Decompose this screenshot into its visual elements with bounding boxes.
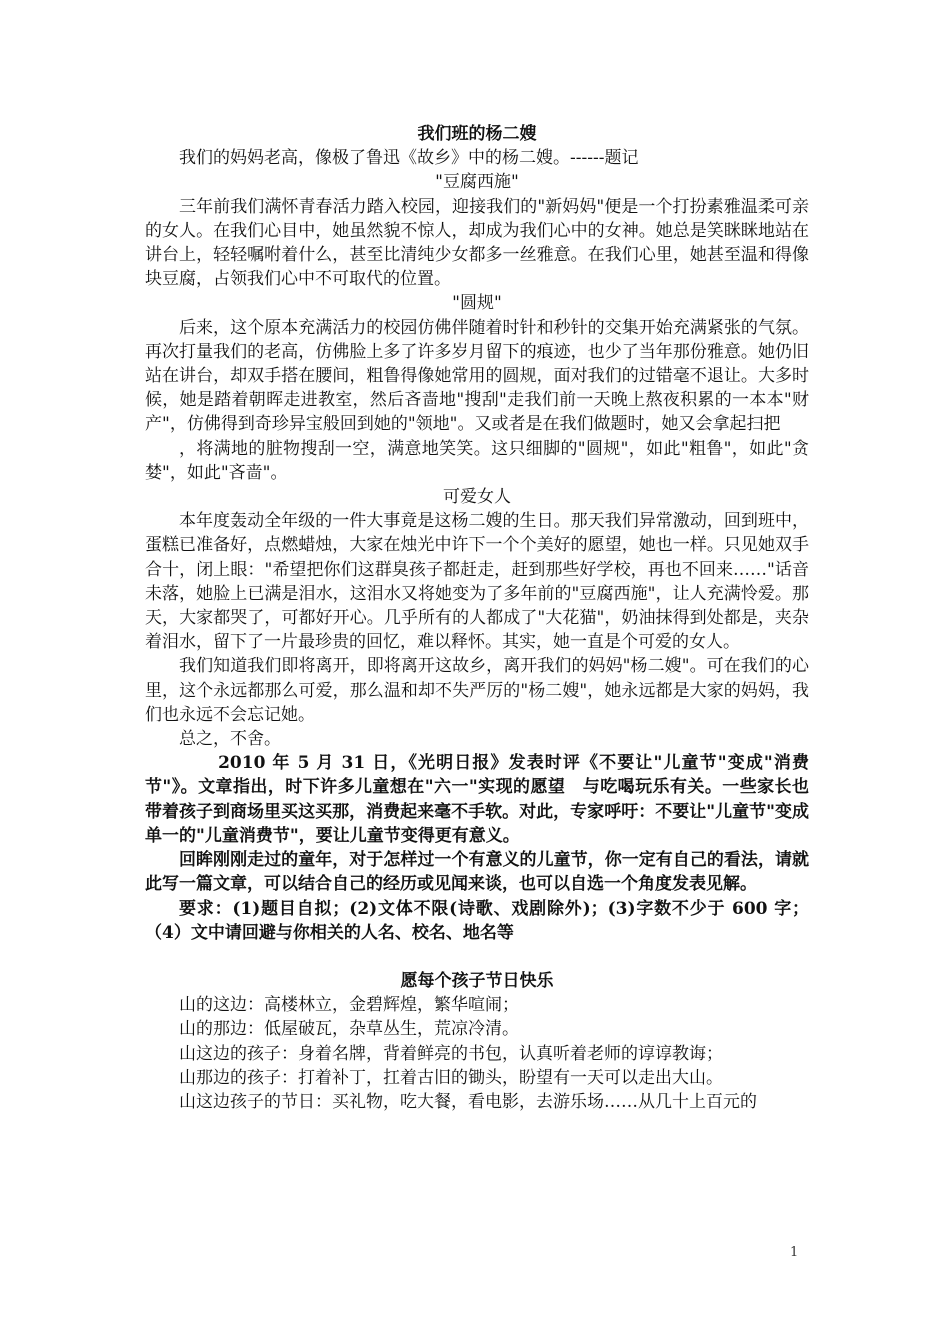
section-heading-lovely: 可爱女人 <box>443 487 511 508</box>
paragraph: ，将满地的脏物搜刮一空，满意地笑笑。这只细脚的"圆规"，如此"粗鲁"，如此"贪婪"，如此"吝啬"。 <box>145 438 809 483</box>
paragraph: 三年前我们满怀青春活力踏入校园，迎接我们的"新妈妈"便是一个打扮素雅温柔可亲的女人。在我们心目中，她虽然貌不惊人，却成为我们心中的女神。她总是笑眯眯地站在讲台上，轻轻嘱咐着什么，甚至比清纯少女都多一丝雅意。在我们心里，她甚至温和得像块豆腐，占领我们心中不可取代的位置。 <box>145 196 809 290</box>
document-body <box>145 122 809 1114</box>
blank-line <box>145 945 809 969</box>
essay2-line: 山这边的孩子：身着名牌，背着鲜亮的书包，认真听着老师的谆谆教诲； <box>179 1043 723 1064</box>
essay2-line: 山那边的孩子：打着补丁，扛着古旧的锄头，盼望有一天可以走出大山。 <box>179 1067 723 1088</box>
paragraph: 后来，这个原本充满活力的校园仿佛伴随着时针和秒针的交集开始充满紧张的气氛。再次打量我们的老高，仿佛脸上多了许多岁月留下的痕迹，也少了当年那份雅意。她仍旧站在讲台，却双手搭在腰间，粗鲁得像她常用的圆规，面对我们的过错毫不退让。大多时候，她是踏着朝晖走进教室，然后吝啬地"搜刮"走我们前一天晚上熬夜积累的一本本"财产"，仿佛得到奇珍异宝般回到她的"领地"。又或者是在我们做题时，她又会拿起扫把 <box>145 317 809 435</box>
prompt-requirements: 要求：(1)题目自拟；(2)文体不限(诗歌、戏剧除外)；(3)字数不少于 600 字；（4）文中请回避与你相关的人名、校名、地名等 <box>145 898 809 943</box>
essay2-line: 山的这边：高楼林立，金碧辉煌，繁华喧闹； <box>179 995 519 1016</box>
prompt-paragraph: 2010 年 5 月 31 日，《光明日报》发表时评《不要让"儿童节"变成"消费节"》。文章指出，时下许多儿童想在"六一"实现的愿望 与吃喝玩乐有关。一些家长也带着孩子到商场里买这买那，消费起来毫不手软。对此，专家呼吁：不要让"儿童节"变成单一的"儿童消费节"，要让儿童节变得更有意义。 <box>145 753 809 846</box>
epigraph: 我们的妈妈老高，像极了鲁迅《故乡》中的杨二嫂。------题记 <box>179 148 639 169</box>
paragraph: 本年度轰动全年级的一件大事竟是这杨二嫂的生日。那天我们异常激动，回到班中，蛋糕已准备好，点燃蜡烛，大家在烛光中许下一个个美好的愿望，她也一样。只见她双手合十，闭上眼："希望把你们这群臭孩子都赶走，赶到那些好学校，再也不回来……"话音未落，她脸上已满是泪水，这泪水又将她变为了多年前的"豆腐西施"，让人充满怜爱。那天，大家都哭了，可都好开心。几乎所有的人都成了"大花猫"，奶油抹得到处都是，夹杂着泪水，留下了一片最珍贵的回忆，难以释怀。其实，她一直是个可爱的女人。 <box>145 511 809 653</box>
essay2-line: 山的那边：低屋破瓦，杂草丛生，荒凉冷清。 <box>179 1019 519 1040</box>
paragraph: 总之，不舍。 <box>179 729 281 750</box>
section-heading-compass: "圆规" <box>452 293 502 314</box>
paragraph: 我们知道我们即将离开，即将离开这故乡，离开我们的妈妈"杨二嫂"。可在我们的心里，这个永远都那么可爱，那么温和却不失严厉的"杨二嫂"，她永远都是大家的妈妈，我们也永远不会忘记她。 <box>145 656 809 725</box>
page-number: 1 <box>790 1245 799 1260</box>
essay2-title: 愿每个孩子节日快乐 <box>400 970 554 991</box>
section-heading-tofu: "豆腐西施" <box>435 172 519 193</box>
essay2-line: 山这边孩子的节日：买礼物，吃大餐，看电影，去游乐场……从几十上百元的 <box>179 1091 757 1112</box>
prompt-paragraph: 回眸刚刚走过的童年，对于怎样过一个有意义的儿童节，你一定有自己的看法，请就此写一篇文章，可以结合自己的经历或见闻来谈，也可以自选一个角度发表见解。 <box>145 850 809 895</box>
essay1-title: 我们班的杨二嫂 <box>417 124 537 144</box>
